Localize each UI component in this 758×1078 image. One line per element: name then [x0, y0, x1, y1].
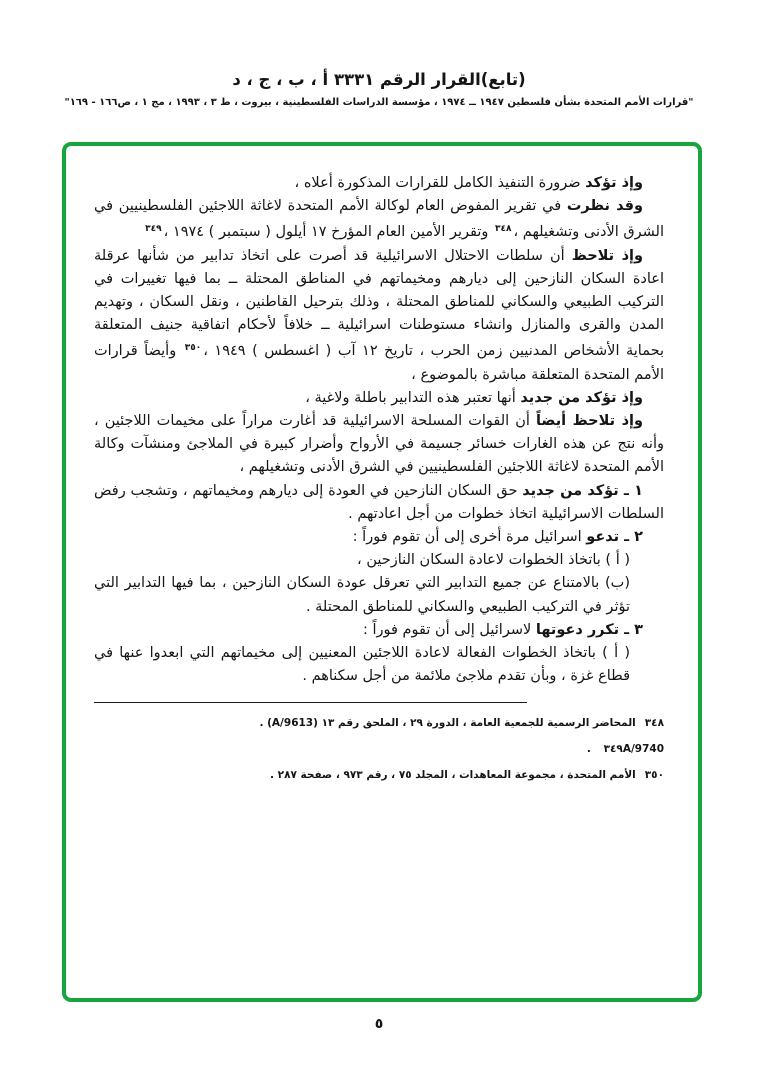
clause-text: أن القوات المسلحة الاسرائيلية قد أغارت مراراً على مخيمات اللاجئين ، وأنه نتج عن هذه الغارات خسائر جسيمة في الأرواح وأضرار كبيرة في الملاجئ ومنشآت وكالة الأمم المتحدة لاغاثة اللاجئين الفلسطينيين في الشرق الأدنى وتشغيلهم ،: [94, 413, 664, 476]
operative-subitem-2b: [94, 572, 630, 618]
preamble-clause-1: [94, 172, 664, 195]
item-lead: تدعو: [586, 529, 620, 546]
document-title: (تابع)القرار الرقم ٣٣٣١ أ ، ب ، ج ، د: [232, 70, 526, 89]
resolution-frame: [62, 142, 702, 1002]
footnote-ref-349: ٣٤٩: [145, 224, 162, 235]
clause-lead: وإذ تؤكد من جديد: [520, 389, 643, 406]
footnote-348: [94, 713, 664, 734]
footnote-text: المحاضر الرسمية للجمعية العامة ، الدورة ٢٩ ، الملحق رقم ١٣ (A/9613) .: [259, 717, 636, 730]
item-number: ٢ ـ: [619, 529, 643, 546]
preamble-clause-4: [94, 387, 664, 410]
item-text: لاسرائيل إلى أن تقوم فوراً :: [362, 621, 536, 638]
footnote-ref-350: ٣٥٠: [184, 343, 202, 354]
clause-text: ضرورة التنفيذ الكامل للقرارات المذكورة أعلاه ،: [294, 175, 586, 191]
item-number: ١ ـ: [618, 482, 643, 499]
footnote-separator: [94, 702, 527, 703]
clause-text: في تقرير المفوض العام لوكالة الأمم المتحدة لاغاثة اللاجئين الفلسطينيين في الشرق الأدنى وتشغيلهم ،: [94, 198, 664, 241]
operative-paragraph-2: [94, 526, 664, 549]
footnote-number: ٣٤٩: [603, 743, 623, 756]
item-lead: تكرر دعوتها: [535, 621, 620, 638]
item-text: حق السكان النازحين في العودة إلى ديارهم ومخيماتهم ، وتشجب رفض السلطات الاسرائيلية اتخاذ خطوات من أجل اعادتهم .: [94, 482, 664, 522]
item-lead: تؤكد من جديد: [522, 482, 619, 499]
footnote-350: [94, 765, 664, 786]
clause-lead: وإذ تلاحظ أيضاً: [535, 413, 643, 430]
resolution-body: [94, 172, 664, 688]
clause-text: أنها تعتبر هذه التدابير باطلة ولاغية ،: [305, 389, 521, 406]
operative-paragraph-1: [94, 480, 664, 526]
subitem-text: ( أ ) باتخاذ الخطوات الفعالة لاعادة اللاجئين المعنيين إلى مخيماتهم التي ابعدوا عنها في قطاع غزة ، وبأن تقدم ملاجئ ملائمة من أجل سكناهم .: [94, 645, 630, 685]
footnote-349: [94, 739, 664, 760]
clause-text: وأيضاً قرارات الأمم المتحدة المتعلقة مباشرة بالموضوع ،: [94, 343, 664, 383]
operative-subitem-2a: [94, 549, 630, 572]
footnote-text: الأمم المتحدة ، مجموعة المعاهدات ، المجلد ٧٥ ، رقم ٩٧٣ ، صفحة ٢٨٧ .: [270, 769, 636, 782]
subitem-text: (ب) بالامتناع عن جميع التدابير التي تعرقل عودة السكان النازحين ، بما فيها التدابير التي تؤثر في التركيب الطبيعي والسكاني للمناطق المحتلة .: [94, 575, 630, 615]
footnote-number: ٣٥٠: [644, 769, 664, 782]
page-number: ٥: [374, 1016, 384, 1032]
preamble-clause-3: [94, 245, 664, 387]
source-citation: "قرارات الأمم المتحدة بشأن فلسطين ١٩٤٧ ــ ١٩٧٤ ، مؤسسة الدراسات الفلسطينية ، بيروت ، ط ٣ ، ١٩٩٣ ، مج ١ ، ص١٦٦ - ١٦٩": [64, 97, 694, 108]
item-number: ٣ ـ: [619, 621, 643, 638]
footnote-ref-348: ٣٤٨: [495, 224, 512, 235]
clause-text: وتقرير الأمين العام المؤرخ ١٧ أيلول ( سبتمبر ) ١٩٧٤ ،: [163, 224, 494, 241]
operative-subitem-3a: [94, 642, 630, 688]
preamble-clause-2: [94, 195, 664, 244]
operative-paragraph-3: [94, 619, 664, 642]
clause-lead: وقد نظرت: [566, 198, 643, 215]
clause-lead: وإذ تلاحظ: [571, 247, 644, 264]
preamble-clause-5: [94, 410, 664, 480]
clause-lead: وإذ تؤكد: [585, 175, 643, 191]
clause-text: أن سلطات الاحتلال الاسرائيلية قد أصرت على اتخاذ تدابير من شأنها عرقلة اعادة السكان النازحين إلى ديارهم ومخيماتهم في المناطق المحتلة ــ بما فيها تغييرات في التركيب الطبيعي والسكاني للمناطق المحتلة ، وذلك بترحيل القاطنين ، ونقل السكان ، وتهديم المدن والقرى والمنازل وانشاء مستوطنات اسرائيلية ــ خلافاً لأحكام اتفاقية جنيف المتعلقة بحماية الأشخاص المدنيين زمن الحرب ، تاريخ ١٢ آب ( اغسطس ) ١٩٤٩ ،: [94, 247, 664, 360]
item-text: اسرائيل مرة أخرى إلى أن تقوم فوراً :: [352, 529, 587, 546]
page-header: [30, 70, 728, 108]
footnote-text: A/9740 .: [586, 743, 664, 756]
footnote-number: ٣٤٨: [644, 717, 664, 730]
footnotes-section: [94, 702, 664, 786]
subitem-text: ( أ ) باتخاذ الخطوات لاعادة السكان النازحين ،: [357, 552, 630, 569]
